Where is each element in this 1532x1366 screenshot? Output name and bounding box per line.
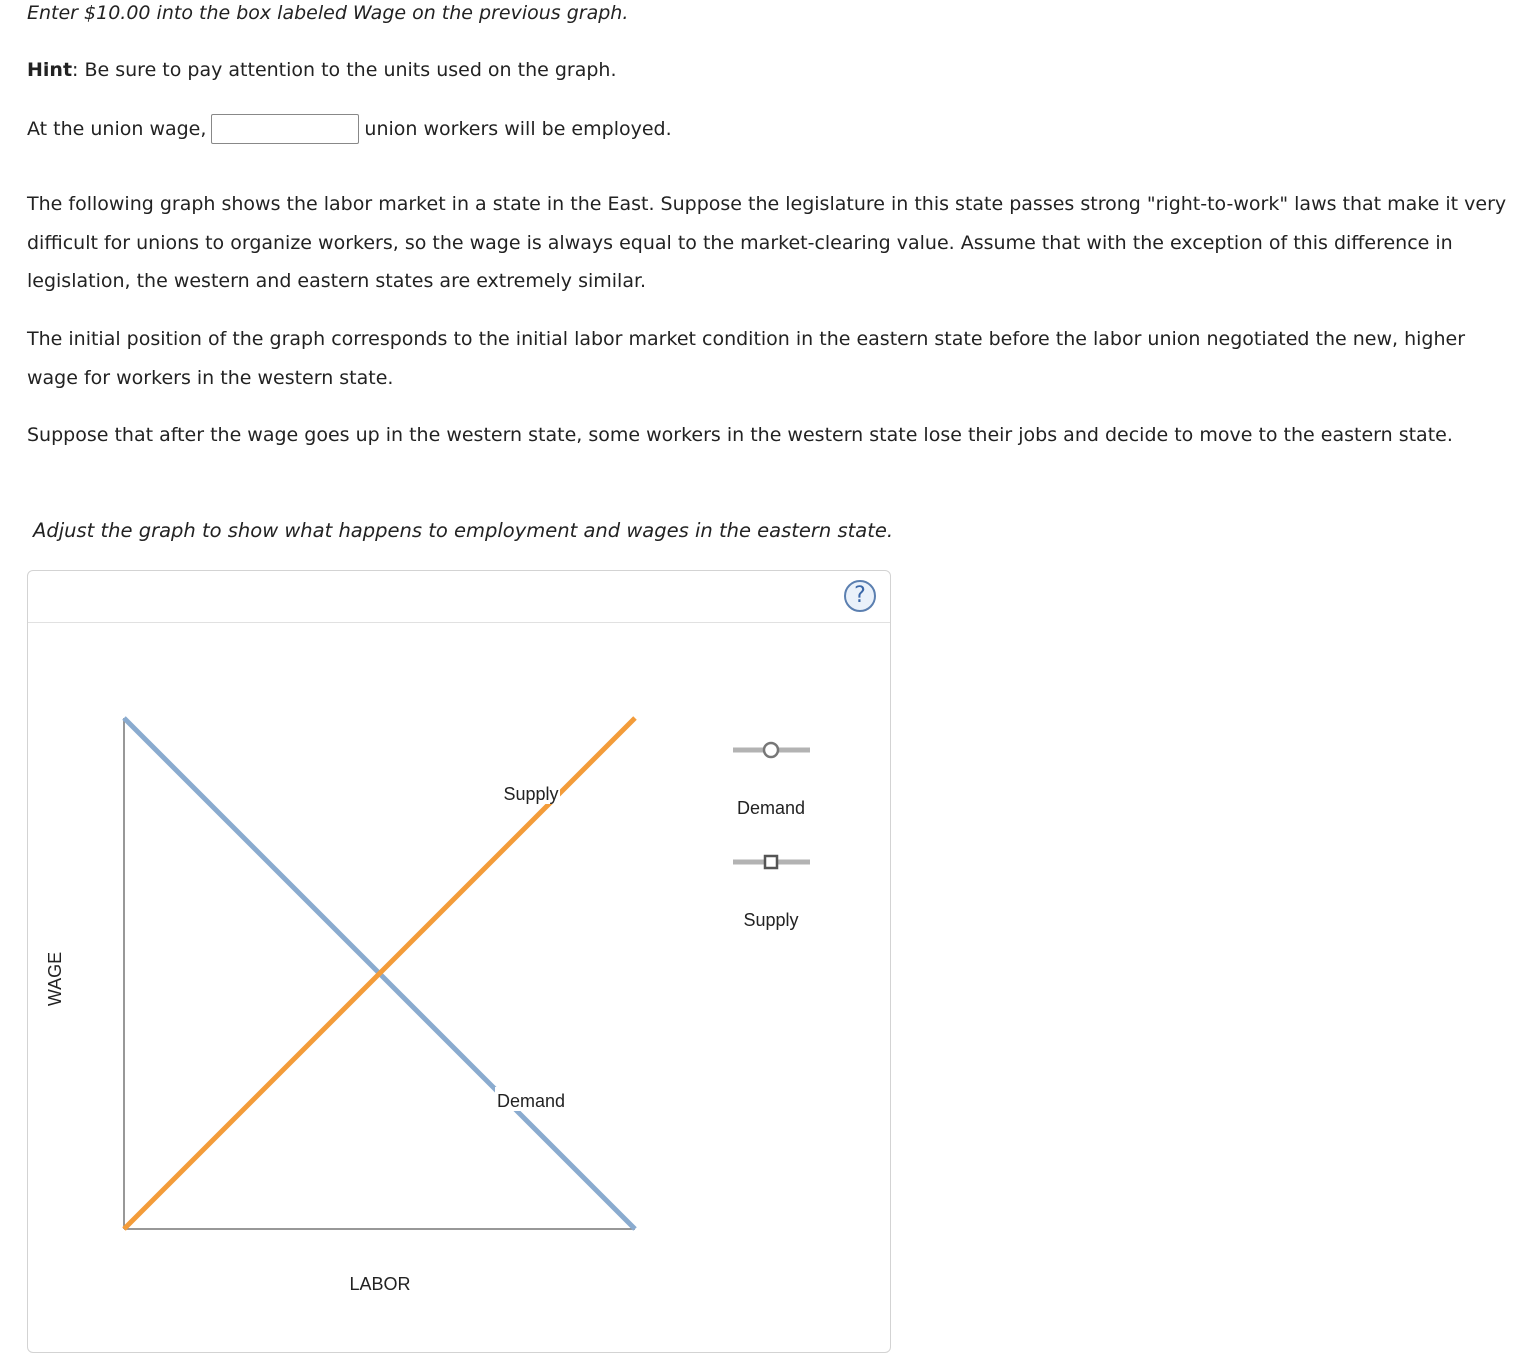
graph-panel [27,570,891,1353]
help-icon[interactable]: ? [844,580,876,612]
paragraph-east-state: The following graph shows the labor market in a state in the East. Suppose the legislature in this state passes strong "right-to-work" laws that make it very difficult for unions to organize workers, so the wage is always equal to the market-clearing value. Assume that with the exception of this difference in legislation, the western and eastern states are extremely similar. [27,193,1507,292]
x-axis-label: LABOR [349,1274,411,1294]
legend-demand-label: Demand [736,798,806,818]
legend-supply-label: Supply [743,910,799,930]
legend-supply-square-marker [765,856,777,868]
labor-market-graph[interactable] [28,571,892,1354]
hint-label: Hint [27,59,73,81]
answer-prefix: At the union wage, [27,118,207,140]
supply-curve-label: Supply [503,784,559,804]
y-axis-label: WAGE [45,951,65,1007]
hint [27,59,617,81]
demand-curve-label: Demand [496,1091,566,1111]
paragraph-workers-move: Suppose that after the wage goes up in the western state, some workers in the western state lose their jobs and decide to move to the eastern state. [27,424,1453,446]
legend-demand-circle-marker [764,743,778,757]
answer-sentence [27,112,672,146]
paragraph-initial-position: The initial position of the graph corresponds to the initial labor market condition in the eastern state before the labor union negotiated the new, higher wage for workers in the western state. [27,328,1466,389]
union-workers-input[interactable] [211,114,359,144]
question-intro: Enter $10.00 into the box labeled Wage on the previous graph. [27,2,629,24]
legend-demand-tool[interactable] [733,743,810,818]
legend-supply-tool[interactable] [733,856,810,930]
graph-instruction: Adjust the graph to show what happens to employment and wages in the eastern state. [33,519,894,542]
hint-text: : Be sure to pay attention to the units used on the graph. [72,59,617,81]
answer-suffix: union workers will be employed. [364,118,672,140]
